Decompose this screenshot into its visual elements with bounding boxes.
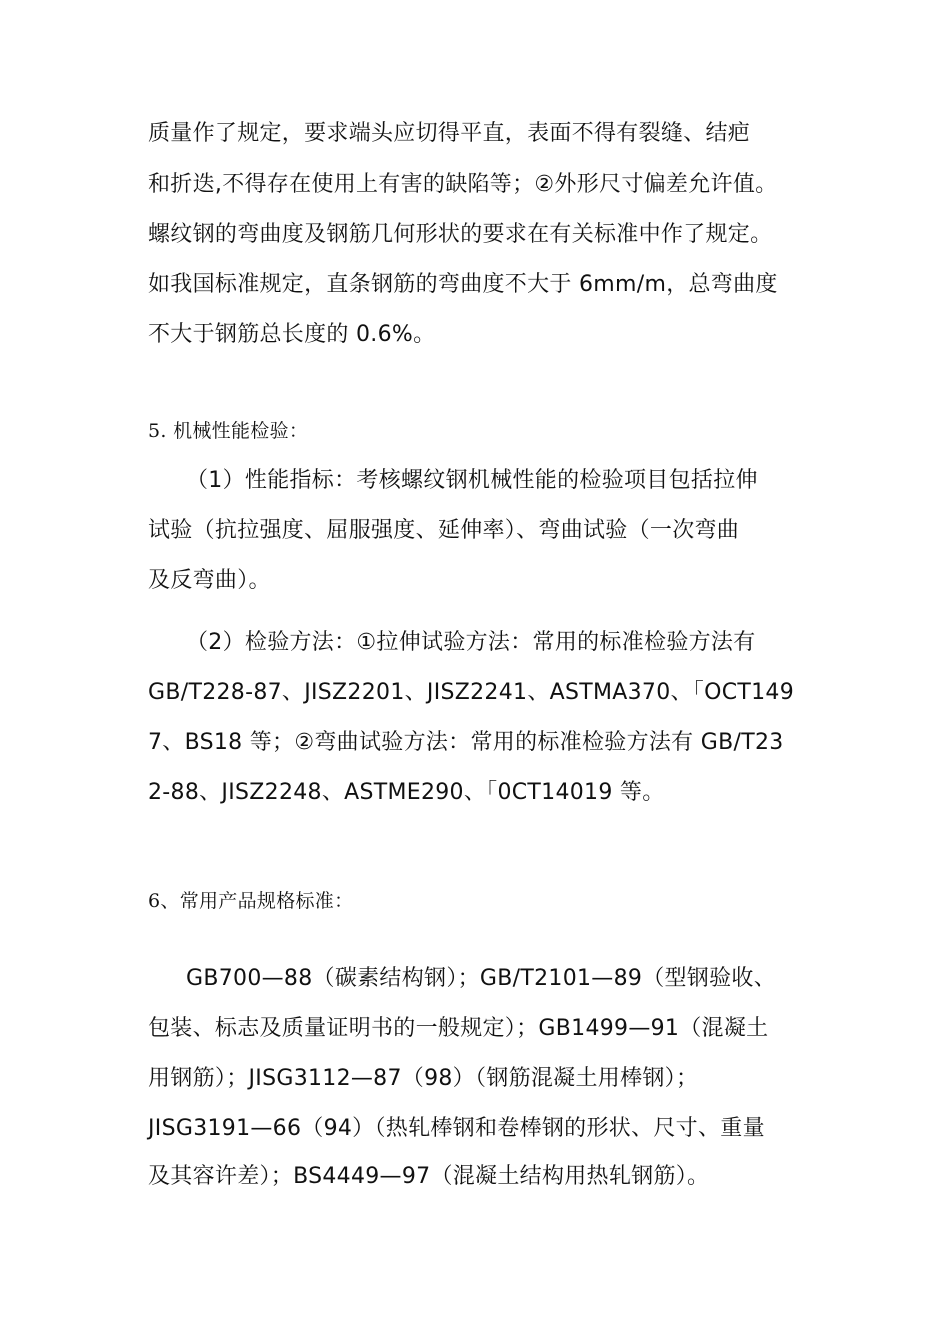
item-1-line: 及反弯曲）。 xyxy=(148,568,271,593)
standards-line: GB700—88（碳素结构钢）；GB/T2101—89（型钢验收、 xyxy=(186,966,777,991)
item-2-line: 2-88、JISZ2248、ASTME290、「0CT14019 等。 xyxy=(148,780,665,805)
paragraph-line: 不大于钢筋总长度的 0.6%。 xyxy=(148,322,436,347)
section-5-heading: 5. 机械性能检验： xyxy=(148,420,309,442)
paragraph-line: 和折迭,不得存在使用上有害的缺陷等；②外形尺寸偏差允许值。 xyxy=(148,172,778,197)
item-2-line: 7、BS18 等；②弯曲试验方法：常用的标准检验方法有 GB/T23 xyxy=(148,730,784,755)
item-1-line: （1）性能指标：考核螺纹钢机械性能的检验项目包括拉伸 xyxy=(186,468,758,493)
paragraph-line: 螺纹钢的弯曲度及钢筋几何形状的要求在有关标准中作了规定。 xyxy=(148,222,773,247)
standards-line: 包装、标志及质量证明书的一般规定）；GB1499—91（混凝土 xyxy=(148,1016,769,1041)
item-2-line: GB/T228-87、JISZ2201、JISZ2241、ASTMA370、「OCT149 xyxy=(148,680,794,705)
paragraph-line: 如我国标准规定，直条钢筋的弯曲度不大于 6mm/m，总弯曲度 xyxy=(148,272,778,297)
section-6-heading: 6、常用产品规格标准： xyxy=(148,890,354,912)
standards-line: 用钢筋）；JISG3112—87（98）（钢筋混凝土用棒钢）； xyxy=(148,1066,699,1091)
item-2-line: （2）检验方法：①拉伸试验方法：常用的标准检验方法有 xyxy=(186,630,756,655)
standards-line: JISG3191—66（94）（热轧棒钢和卷棒钢的形状、尺寸、重量 xyxy=(148,1116,765,1141)
paragraph-line: 质量作了规定，要求端头应切得平直，表面不得有裂缝、结疤 xyxy=(148,121,751,146)
item-1-line: 试验（抗拉强度、屈服强度、延伸率）、弯曲试验（一次弯曲 xyxy=(148,518,740,543)
standards-line: 及其容许差）；BS4449—97（混凝土结构用热轧钢筋）。 xyxy=(148,1164,710,1189)
